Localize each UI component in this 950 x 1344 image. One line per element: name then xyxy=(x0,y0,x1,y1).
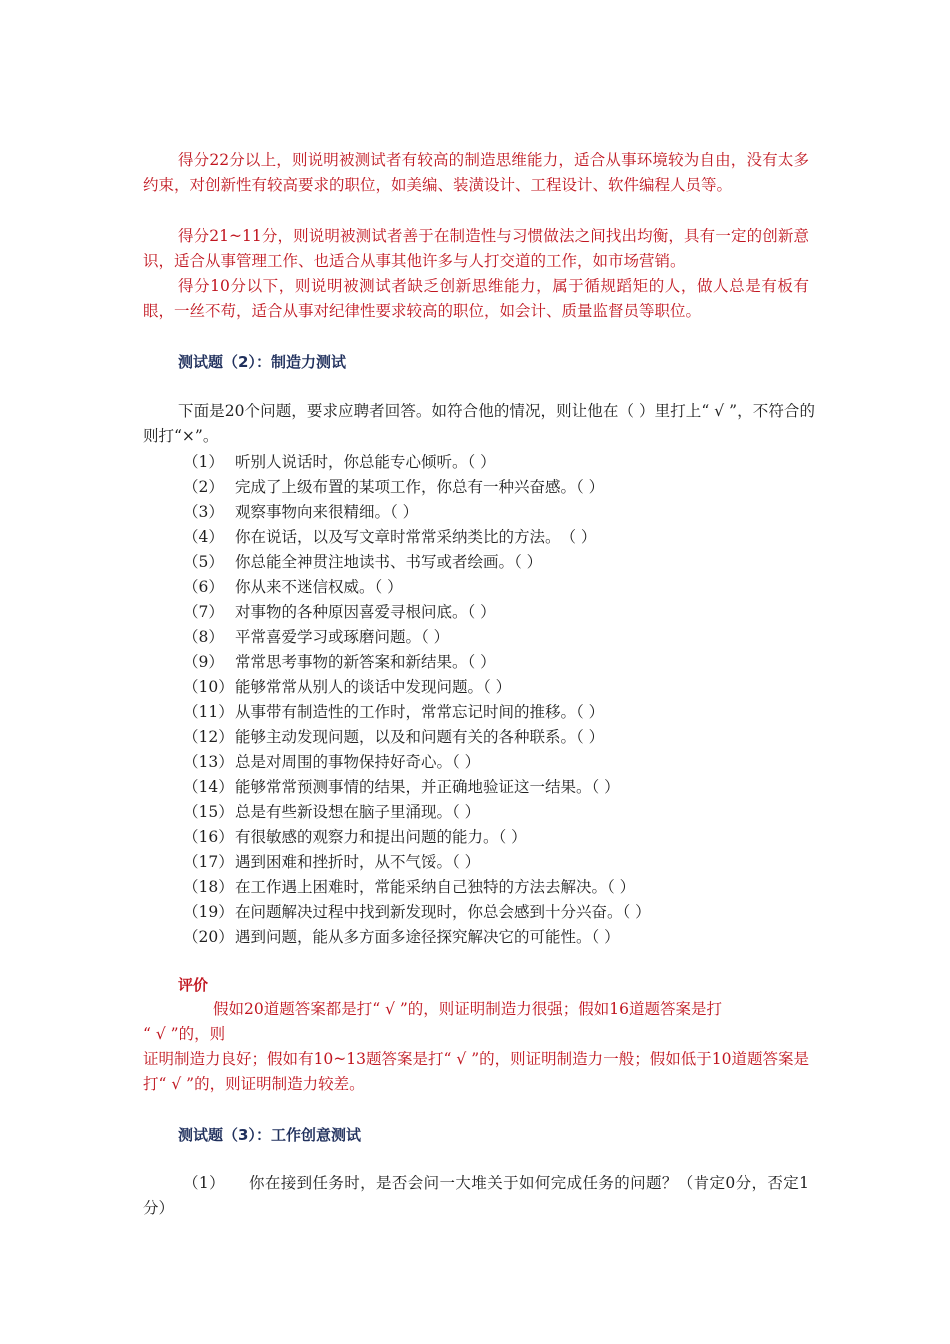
question-number: （20） xyxy=(183,928,234,946)
question-item xyxy=(183,750,651,775)
question-text: 总是有些新设想在脑子里涌现。（ ） xyxy=(235,803,481,821)
question-text: 能够主动发现问题，以及和问题有关的各种联系。（ ） xyxy=(235,728,605,746)
section-3-heading: 测试题（3）：工作创意测试 xyxy=(178,1126,361,1144)
question-text: 总是对周围的事物保持好奇心。（ ） xyxy=(235,753,481,771)
question-text: 你从来不迷信权威。（ ） xyxy=(235,578,403,596)
score-paragraph-mid: 得分21~11分，则说明被测试者善于在制造性与习惯做法之间找出均衡，具有一定的创新意识，适合从事管理工作、也适合从事其他许多与人打交道的工作，如市场营销。 xyxy=(143,227,809,270)
question-number: （19） xyxy=(183,903,234,921)
question-list xyxy=(183,450,651,950)
question-item xyxy=(183,600,651,625)
question-text: 能够常常预测事情的结果，并正确地验证这一结果。（ ） xyxy=(235,778,620,796)
evaluation-line-3: 证明制造力良好；假如有10~13题答案是打“ √ ”的，则证明制造力一般；假如低于10道题答案是打“ √ ”的，则证明制造力较差。 xyxy=(143,1050,809,1093)
question-text: 你在说话，以及写文章时常常采纳类比的方法。 （ ） xyxy=(235,528,597,546)
question-item xyxy=(183,725,651,750)
question-text: 对事物的各种原因喜爱寻根问底。（ ） xyxy=(235,603,496,621)
question-item xyxy=(183,475,651,500)
question-number: （6） xyxy=(183,578,224,596)
question-item xyxy=(183,850,651,875)
question-item xyxy=(183,825,651,850)
evaluation-title: 评价 xyxy=(178,976,209,994)
question-number: （11） xyxy=(183,703,234,721)
score-paragraph-high: 得分22分以上，则说明被测试者有较高的制造思维能力，适合从事环境较为自由，没有太多约束，对创新性有较高要求的职位，如美编、装潢设计、工程设计、软件编程人员等。 xyxy=(143,151,809,194)
question-text: 完成了上级布置的某项工作，你总有一种兴奋感。（ ） xyxy=(235,478,605,496)
question-text: 遇到困难和挫折时，从不气馁。（ ） xyxy=(235,853,481,871)
question-item xyxy=(183,925,651,950)
question-text: 在工作遇上困难时，常能采纳自己独特的方法去解决。（ ） xyxy=(235,878,636,896)
question-item xyxy=(183,500,651,525)
question-number: （1） xyxy=(183,453,224,471)
question-number: （9） xyxy=(183,653,224,671)
question-item xyxy=(183,650,651,675)
question-text: 有很敏感的观察力和提出问题的能力。（ ） xyxy=(235,828,527,846)
question-number: （15） xyxy=(183,803,234,821)
question-text: 观察事物向来很精细。（ ） xyxy=(235,503,419,521)
section-3-question-1 xyxy=(143,1171,809,1221)
evaluation-line-1: 假如20道题答案都是打“ √ ”的，则证明制造力很强；假如16道题答案是打 xyxy=(213,1000,723,1018)
evaluation-line-2: “ √ ”的，则 xyxy=(143,1025,226,1043)
question-text: 平常喜爱学习或琢磨问题。（ ） xyxy=(235,628,450,646)
question-item xyxy=(183,700,651,725)
question-item xyxy=(183,625,651,650)
question-number: （5） xyxy=(183,553,224,571)
question-item xyxy=(183,900,651,925)
question-number: （7） xyxy=(183,603,224,621)
question-number: （16） xyxy=(183,828,234,846)
question-text: 从事带有制造性的工作时，常常忘记时间的推移。（ ） xyxy=(235,703,605,721)
evaluation-text xyxy=(143,997,809,1097)
question-number: （2） xyxy=(183,478,224,496)
question-number: （17） xyxy=(183,853,234,871)
section-2-intro: 下面是20个问题，要求应聘者回答。如符合他的情况，则让他在（ ）里打上“ √ ”，不符合的则打“×”。 xyxy=(143,402,815,445)
question-number: （10） xyxy=(183,678,234,696)
question-number: （3） xyxy=(183,503,224,521)
score-paragraph-low: 得分10分以下，则说明被测试者缺乏创新思维能力，属于循规蹈矩的人，做人总是有板有眼，一丝不苟，适合从事对纪律性要求较高的职位，如会计、质量监督员等职位。 xyxy=(143,277,809,320)
question-item xyxy=(183,675,651,700)
question-item xyxy=(183,550,651,575)
question-text: 你在接到任务时，是否会问一大堆关于如何完成任务的问题？（肯定0分，否定1分） xyxy=(143,1174,809,1217)
question-text: 能够常常从别人的谈话中发现问题。（ ） xyxy=(235,678,512,696)
question-item xyxy=(183,450,651,475)
question-number: （13） xyxy=(183,753,234,771)
question-text: 在问题解决过程中找到新发现时，你总会感到十分兴奋。（ ） xyxy=(235,903,651,921)
question-text: 常常思考事物的新答案和新结果。（ ） xyxy=(235,653,496,671)
question-item xyxy=(183,575,651,600)
section-2-heading: 测试题（2）：制造力测试 xyxy=(178,353,346,371)
question-item xyxy=(183,875,651,900)
question-item xyxy=(183,800,651,825)
question-item xyxy=(183,775,651,800)
question-text: 听别人说话时，你总能专心倾听。（ ） xyxy=(235,453,496,471)
question-number: （18） xyxy=(183,878,234,896)
question-item xyxy=(183,525,651,550)
question-number: （14） xyxy=(183,778,234,796)
question-number: （4） xyxy=(183,528,224,546)
question-number: （8） xyxy=(183,628,224,646)
question-number: （1） xyxy=(183,1174,218,1192)
question-text: 你总能全神贯注地读书、书写或者绘画。（ ） xyxy=(235,553,543,571)
question-text: 遇到问题，能从多方面多途径探究解决它的可能性。（ ） xyxy=(235,928,620,946)
question-number: （12） xyxy=(183,728,234,746)
